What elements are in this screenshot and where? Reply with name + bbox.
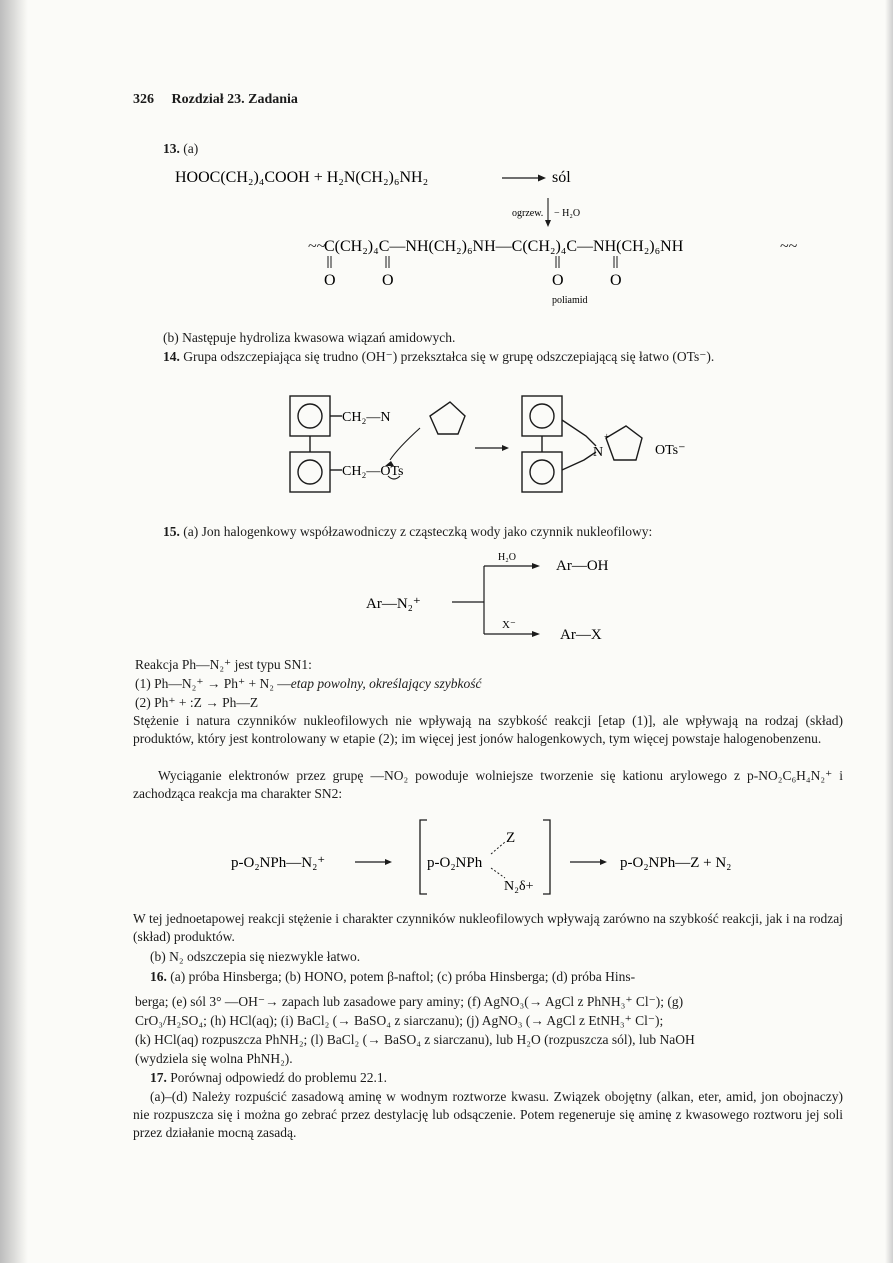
heating-condition: ogrzew. — [512, 208, 544, 219]
arrow-head-icon — [532, 631, 540, 637]
sn1-step-2: (2) Ph⁺ + :Z → Ph—Z — [135, 695, 259, 710]
problem-13-label: 13. (a) — [163, 141, 199, 156]
problem-17-text: 17. Porównaj odpowiedź do problemu 22.1. — [150, 1070, 387, 1085]
aryl-diazonium: Ar—N₂⁺ — [366, 596, 421, 612]
sn2-transition-state-scheme — [225, 812, 785, 902]
aromatic-circle — [298, 404, 322, 428]
right-bracket — [543, 820, 550, 894]
sn1-step-1: (1) Ph—N₂⁺ → Ph⁺ + N₂ —etap powolny, określający szybkość — [135, 676, 482, 691]
positive-charge: + — [604, 432, 610, 443]
problem-16-line-2: berga; (e) sól 3° —OH⁻→ zapach lub zasadowe pary aminy; (f) AgNO₃(→ AgCl z PhNH₃⁺ Cl⁻); (g) — [135, 994, 684, 1009]
arrow-head-icon — [600, 859, 607, 865]
benzene-ring-bottom-right — [522, 452, 562, 492]
transition-aryl: p-O₂NPh — [427, 855, 483, 871]
arrow-head-icon — [532, 563, 540, 569]
curved-arrow-icon — [390, 428, 420, 460]
problem-17-paragraph: (a)–(d) Należy rozpuścić zasadową aminę w wodnym roztworze kwasu. Związek obojętny (alkan, eter, amid, jon obojnaczy) nie rozpuszcza się i można go zebrać przez destylację lub odsączenie. Potem regeneruje się aminę z kwasowego roztworu jej soli przez działanie mocną zasadą. — [133, 1089, 843, 1140]
benzene-ring-top-right — [522, 396, 562, 436]
chapter-title: Rozdział 23. Zadania — [171, 92, 298, 107]
page-edge-shadow — [885, 0, 893, 1263]
cyclization-scheme — [280, 390, 700, 505]
ch2-n-group: CH₂—N — [342, 410, 391, 425]
pyrrolidine-ring-left — [430, 402, 465, 434]
carbonyl-oxygen-4: O — [610, 272, 622, 289]
polymer-chain-start: ~~ — [308, 238, 326, 255]
aryl-halide-product: Ar—X — [560, 627, 602, 643]
nitrophenyl-diazonium: p-O₂NPh—N₂⁺ — [231, 855, 326, 871]
arrow-head-icon — [502, 445, 509, 451]
problem-15b: (b) N₂ odszczepia się niezwykle łatwo. — [150, 949, 361, 964]
diacid-diamine-equation: HOOC(CH₂)₄COOH + H₂N(CH₂)₆NH₂ — [175, 169, 429, 186]
book-spine-shadow — [0, 0, 28, 1263]
left-bracket — [420, 820, 427, 894]
halide-reagent: X⁻ — [502, 619, 516, 631]
polymer-chain-end: ~~ — [780, 238, 798, 255]
carbonyl-oxygen-1: O — [324, 272, 336, 289]
page-number: 326 — [133, 92, 154, 107]
phenol-product: Ar—OH — [556, 558, 609, 574]
carbonyl-oxygen-2: O — [382, 272, 394, 289]
down-arrow-icon — [545, 220, 551, 227]
quaternary-nitrogen: N — [593, 445, 604, 460]
problem-13b: (b) Następuje hydroliza kwasowa wiązań amidowych. — [163, 330, 456, 345]
carbonyl-double-bonds — [328, 256, 617, 268]
transition-leaving-group: N₂δ+ — [504, 879, 534, 894]
water-reagent: H₂O — [498, 552, 516, 563]
sn1-statement: Reakcja Ph—N₂⁺ jest typu SN1: — [135, 657, 312, 672]
polyamide-reaction-scheme — [160, 158, 840, 308]
tosylate-anion: OTs⁻ — [655, 443, 686, 458]
ch2-ots-group: CH₂—OTs — [342, 464, 404, 479]
polyamide-label: poliamid — [552, 295, 588, 306]
polyamide-chain: C(CH₂)₄C—NH(CH₂)₆NH—C(CH₂)₄C—NH(CH₂)₆NH — [324, 238, 684, 255]
aryldiazonium-competition-scheme — [360, 548, 660, 648]
problem-16-line-1: 16. (a) próba Hinsberga; (b) HONO, potem β-naftol; (c) próba Hinsberga; (d) próba Hins- — [150, 969, 636, 984]
arrow-head-icon — [385, 859, 392, 865]
carbonyl-oxygen-3: O — [552, 272, 564, 289]
water-elimination: − H₂O — [554, 208, 581, 219]
benzene-ring-bottom-left — [290, 452, 330, 492]
substitution-product: p-O₂NPh—Z + N₂ — [620, 855, 732, 871]
page-header — [133, 92, 298, 108]
problem-15a-text: 15. (a) Jon halogenkowy współzawodniczy z cząsteczką wody jako czynnik nukleofilowy: — [163, 524, 653, 539]
problem-15-paragraph-2: Wyciąganie elektronów przez grupę —NO₂ powoduje wolniejsze tworzenie się kationu arylowego z p-NO₂C₆H₄N₂⁺ i zachodząca reakcja ma charakter SN2: — [133, 768, 843, 801]
problem-15-paragraph-3: W tej jednoetapowej reakcji stężenie i charakter czynników nukleofilowych wpływają zarówno na szybkość reakcji, jak i na rodzaj (skład) produktów. — [133, 911, 843, 944]
problem-16-line-5: (wydziela się wolna PhNH₂). — [135, 1051, 293, 1066]
salt-product: sól — [552, 169, 571, 186]
problem-16-line-4: (k) HCl(aq) rozpuszcza PhNH₂; (l) BaCl₂ (→ BaSO₄ z siarczanu), lub H₂O (rozpuszcza sól), lub NaOH — [135, 1032, 695, 1047]
pyrrolidine-ring-right — [606, 426, 642, 460]
problem-16-line-3: CrO₃/H₂SO₄; (h) HCl(aq); (i) BaCl₂ (→ BaSO₄ z siarczanu); (j) AgNO₃ (→ AgCl z EtNH₃⁺ Cl⁻); — [135, 1013, 664, 1028]
problem-14-text: 14. Grupa odszczepiająca się trudno (OH⁻) przekształca się w grupę odszczepiającą się łatwo (OTs⁻). — [163, 349, 715, 364]
benzene-ring-top-left — [290, 396, 330, 436]
problem-15-paragraph-1: Stężenie i natura czynników nukleofilowych nie wpływają na szybkość reakcji [etap (1)], ale wpływają na rodzaj (skład) produktów, który jest kontrolowany w etapie (2); im więcej jest jonów halogenkowych, tym więcej powstaje halogenobenzenu. — [133, 713, 843, 746]
transition-nucleophile: Z — [506, 830, 516, 846]
arrow-head-icon — [538, 175, 546, 182]
